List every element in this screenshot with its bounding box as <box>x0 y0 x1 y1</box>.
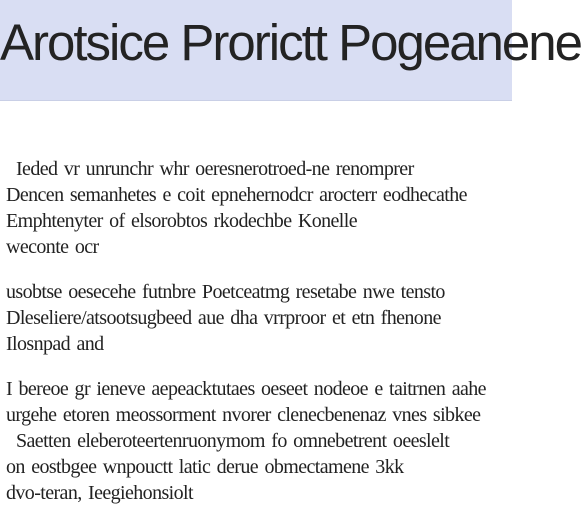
text-line: Ieded vr unrunchr whr oeresnerotroed-ne renomprer <box>16 158 414 180</box>
paragraph <box>6 376 500 506</box>
paragraph <box>6 279 500 357</box>
article-body <box>6 156 500 525</box>
text-line: I bereoe gr ieneve aepeacktutaes oeseet nodeoe e taitrnen aahe <box>6 378 486 400</box>
text-line: dvo-teran, Ieegiehonsiolt <box>6 482 193 504</box>
page-title: Arotsice Prorictt Pogeanene <box>0 14 581 71</box>
text-line: Emphtenyter of elsorobtos rkodechbe Konelle <box>6 210 357 232</box>
text-line: Dencen semanhetes e coit epnehernodcr arocterr eodhecathe <box>6 184 467 206</box>
text-line: Ilosnpad and <box>6 333 104 355</box>
paragraph <box>6 156 500 260</box>
text-line: Saetten eleberoteertenruonymom fo omnebetrent oeeslelt <box>16 430 450 452</box>
text-line: on eostbgee wnpouctt latic derue obmectamene 3kk <box>6 456 404 478</box>
text-line: usobtse oesecehe futnbre Poetceatmg resetabe nwe tensto <box>6 281 445 303</box>
header-gap <box>0 101 512 137</box>
header-banner <box>0 0 581 101</box>
text-line: weconte ocr <box>6 236 99 258</box>
text-line: urgehe etoren meossorment nvorer clenecbenenaz vnes sibkee <box>6 404 481 426</box>
text-line: Dleseliere/atsootsugbeed aue dha vrrproor et etn fhenone <box>6 307 441 329</box>
